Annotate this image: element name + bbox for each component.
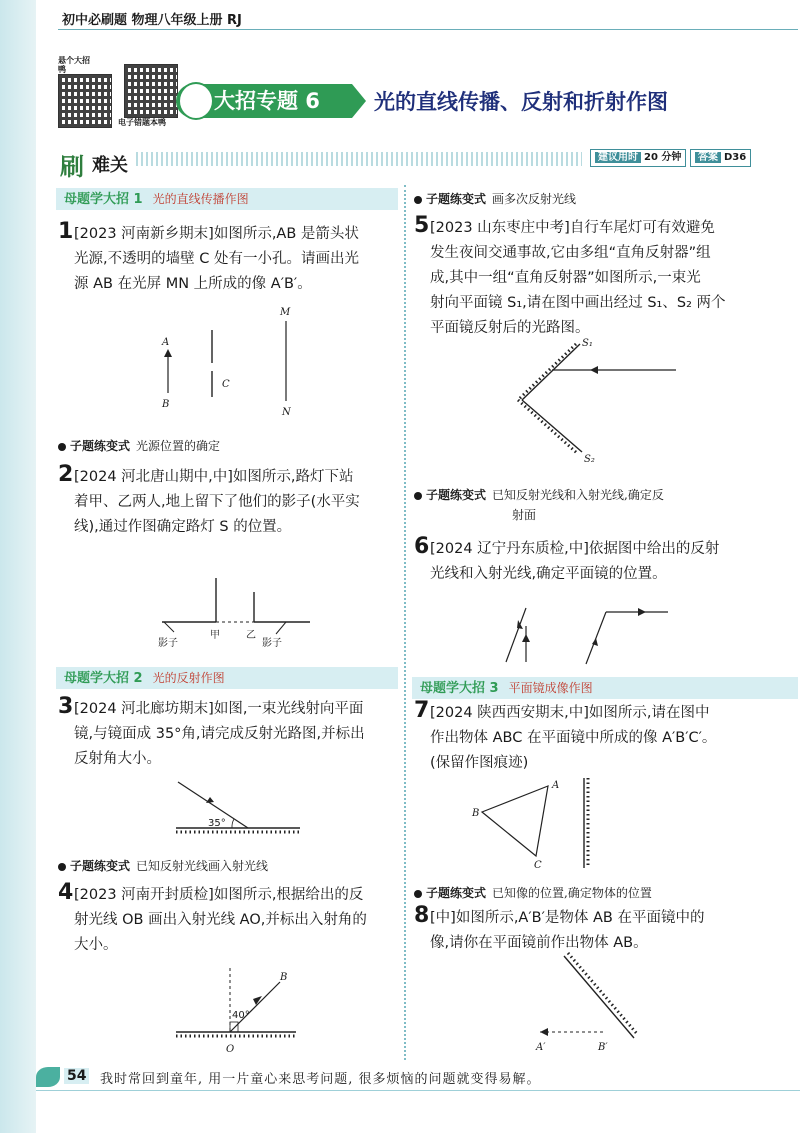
- sub-topic-text: 光源位置的确定: [136, 439, 221, 453]
- label-angle: 40°: [232, 1010, 250, 1021]
- question-number: 1: [58, 219, 74, 244]
- bullet-icon: [58, 443, 66, 451]
- question-number: 6: [414, 534, 430, 559]
- mother-topic-2: [56, 667, 398, 689]
- question-line: 源 AB 在光屏 MN 上所成的像 A′B′。: [74, 276, 312, 292]
- label-jia: 甲: [210, 630, 220, 641]
- label-o: O: [226, 1044, 235, 1055]
- label-c: C: [534, 860, 542, 871]
- question-line: 平面镜反射后的光路图。: [430, 320, 590, 336]
- qr-right-label: 电子错题本鸭: [118, 118, 166, 127]
- label-b: B: [280, 972, 288, 983]
- bullet-icon: [414, 492, 422, 500]
- sub-topic-6-cont: 射面: [512, 508, 537, 522]
- leaf-logo-icon: [178, 82, 214, 120]
- question-line: (保留作图痕迹): [430, 755, 529, 771]
- footer-rule: [36, 1090, 800, 1091]
- mother-topic-label: 母题学大招 3: [420, 681, 499, 696]
- label-n: N: [282, 407, 291, 418]
- banner-badge-tip: [352, 84, 366, 118]
- question-number: 5: [414, 213, 430, 238]
- mother-topic-text: 光的直线传播作图: [152, 192, 249, 206]
- question-line: 射光线 OB 画出入射光线 AO,并标出入射角的: [74, 912, 367, 928]
- question-line: [2023 山东枣庄中考]自行车尾灯可有效避免: [430, 220, 715, 236]
- question-3: [58, 694, 403, 772]
- figure-q5: [500, 338, 700, 468]
- answer-tag-value: D36: [724, 152, 747, 163]
- sub-topic-label: 子题练变式: [70, 439, 131, 453]
- mother-topic-3: [412, 677, 798, 699]
- leaf-icon: [36, 1067, 60, 1087]
- topic-banner: [176, 80, 786, 122]
- answer-tag-key: 答案: [695, 152, 721, 163]
- mother-topic-1: [56, 188, 398, 210]
- sub-topic-3: [58, 857, 268, 874]
- label-m: M: [280, 307, 291, 318]
- question-8: [414, 903, 796, 956]
- sub-topic-label: 子题练变式: [426, 192, 487, 206]
- mother-topic-text: 平面镜成像作图: [508, 681, 593, 695]
- sub-topic-1: [58, 437, 220, 454]
- section-dots: [136, 152, 582, 166]
- question-line: [2023 河南新乡期末]如图所示,AB 是箭头状: [74, 226, 359, 242]
- figure-q1: [150, 305, 310, 425]
- qr-left-label: 悬个大招鸭: [58, 56, 90, 74]
- sub-topic-label: 子题练变式: [426, 886, 487, 900]
- column-divider: [404, 185, 406, 1060]
- label-a-prime: A′: [536, 1042, 546, 1053]
- label-a: A: [552, 780, 560, 791]
- label-shadow-right: 影子: [262, 638, 282, 649]
- label-shadow-left: 影子: [158, 638, 178, 649]
- question-line: 光源,不透明的墙壁 C 处有一小孔。请画出光: [74, 251, 359, 267]
- label-b: B: [162, 399, 170, 410]
- question-line: [2024 河北唐山期中,中]如图所示,路灯下站: [74, 469, 354, 485]
- question-number: 3: [58, 694, 74, 719]
- figure-q4: [170, 960, 310, 1060]
- mother-topic-label: 母题学大招 2: [64, 671, 143, 686]
- section-mark: 刷: [60, 153, 84, 181]
- label-b-prime: B′: [598, 1042, 608, 1053]
- question-line: 作出物体 ABC 在平面镜中所成的像 A′B′C′。: [430, 730, 717, 746]
- sub-topic-text: 已知反射光线和入射光线,确定反: [492, 488, 664, 502]
- label-b: B: [472, 808, 480, 819]
- label-yi: 乙: [246, 630, 256, 641]
- question-line: 光线和入射光线,确定平面镜的位置。: [430, 566, 667, 582]
- mother-topic-text: 光的反射作图: [152, 671, 225, 685]
- question-number: 7: [414, 698, 430, 723]
- label-s2: S₂: [584, 454, 595, 465]
- sub-topic-label: 子题练变式: [70, 859, 131, 873]
- header-rule: [58, 29, 798, 30]
- question-line: 着甲、乙两人,地上留下了他们的影子(水平实: [74, 494, 360, 510]
- question-line: 射向平面镜 S₁,请在图中画出经过 S₁、S₂ 两个: [430, 295, 726, 311]
- answer-tag: [690, 149, 751, 167]
- sub-topic-5: [414, 190, 576, 207]
- question-line: [2023 河南开封质检]如图所示,根据给出的反: [74, 887, 364, 903]
- question-6: [414, 534, 796, 587]
- question-line: [2024 辽宁丹东质检,中]依据图中给出的反射: [430, 541, 720, 557]
- question-line: [2024 陕西西安期末,中]如图所示,请在图中: [430, 705, 710, 721]
- question-number: 2: [58, 462, 74, 487]
- mother-topic-label: 母题学大招 1: [64, 192, 143, 207]
- question-1: [58, 219, 403, 297]
- time-tag: [590, 149, 686, 167]
- question-line: 发生夜间交通事故,它由多组“直角反射器”组: [430, 245, 711, 261]
- time-tag-key: 建议用时: [595, 152, 641, 163]
- sub-topic-8: [414, 884, 652, 901]
- banner-subtitle: 光的直线传播、反射和折射作图: [374, 90, 668, 114]
- banner-badge: 大招专题 6: [176, 84, 352, 118]
- question-line: 成,其中一组“直角反射器”如图所示,一束光: [430, 270, 701, 286]
- left-margin-band: [0, 0, 36, 1133]
- sub-topic-6: [414, 486, 744, 503]
- label-a: A: [162, 337, 170, 348]
- qr-code-left[interactable]: [58, 74, 112, 128]
- question-5: [414, 213, 796, 341]
- question-line: [2024 河北廊坊期末]如图,一束光线射向平面: [74, 701, 364, 717]
- book-title: 初中必刷题 物理八年级上册 RJ: [62, 13, 242, 28]
- figure-q7: [470, 770, 620, 875]
- question-number: 4: [58, 880, 74, 905]
- question-line: 大小。: [74, 937, 118, 953]
- sub-topic-text: 已知反射光线画入射光线: [136, 859, 269, 873]
- label-c: C: [222, 379, 230, 390]
- figure-q8: [520, 952, 650, 1060]
- label-angle: 35°: [208, 818, 226, 829]
- page-number: 54: [64, 1068, 89, 1084]
- bullet-icon: [414, 890, 422, 898]
- label-s1: S₁: [582, 338, 593, 349]
- time-tag-value: 20 分钟: [644, 152, 682, 163]
- sub-topic-text: 已知像的位置,确定物体的位置: [492, 886, 652, 900]
- question-number: 8: [414, 903, 430, 928]
- question-line: 线),通过作图确定路灯 S 的位置。: [74, 519, 292, 535]
- question-line: 像,请你在平面镜前作出物体 AB。: [430, 935, 648, 951]
- question-line: [中]如图所示,A′B′是物体 AB 在平面镜中的: [430, 910, 705, 926]
- figure-q3: [170, 776, 310, 840]
- question-4: [58, 880, 403, 958]
- sub-topic-text: 画多次反射光线: [492, 192, 577, 206]
- figure-q6: [490, 600, 690, 672]
- sub-topic-label: 子题练变式: [426, 488, 487, 502]
- bullet-icon: [414, 196, 422, 204]
- question-line: 镜,与镜面成 35°角,请完成反射光路图,并标出: [74, 726, 365, 742]
- bullet-icon: [58, 863, 66, 871]
- qr-code-right[interactable]: [124, 64, 178, 118]
- question-line: 反射角大小。: [74, 751, 161, 767]
- section-level: 难关: [92, 155, 128, 176]
- question-2: [58, 462, 403, 540]
- question-7: [414, 698, 796, 776]
- figure-q2: [150, 570, 340, 655]
- footer-quote: 我时常回到童年, 用一片童心来思考问题, 很多烦恼的问题就变得易解。: [100, 1072, 541, 1087]
